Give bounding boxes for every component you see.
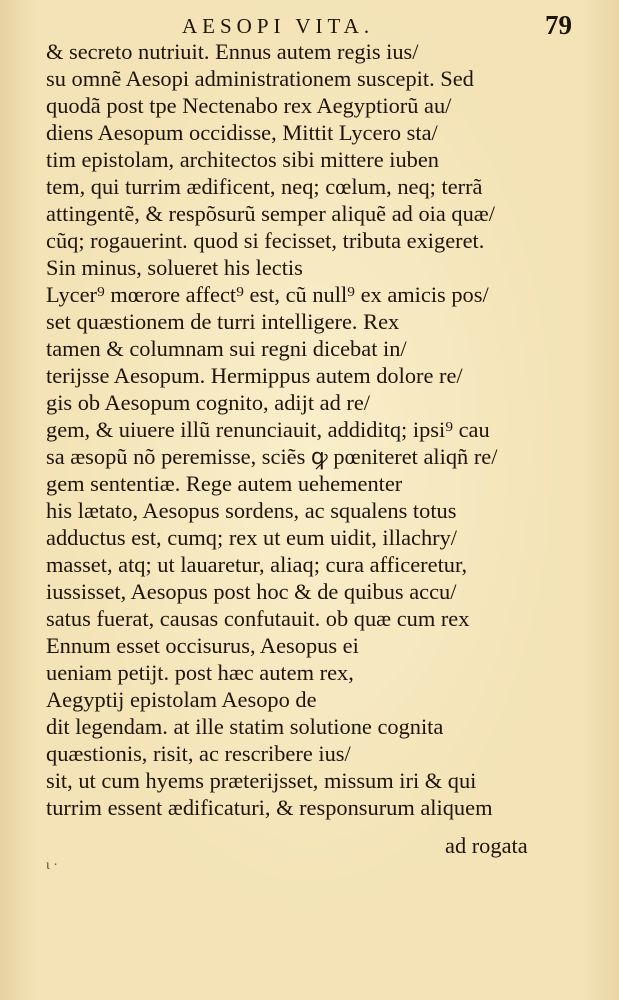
text-line: cũq; rogauerint. quod si fecisset, tributa exigeret. <box>46 228 485 253</box>
text-line: quæstionis, risit, ac rescribere ius/ <box>46 741 351 766</box>
text-line: Aegyptij epistolam Aesopo de <box>46 687 317 712</box>
text-line: & secreto nutriuit. Ennus autem regis ius/ <box>46 39 419 64</box>
text-line: dit legendam. at ille statim solutione cognita <box>46 714 444 739</box>
catchword: ad rogata <box>445 833 528 858</box>
page-number: 79 <box>545 10 572 40</box>
text-line: Sin minus, solueret his lectis <box>46 255 303 280</box>
text-line: terijsse Aesopum. Hermippus autem dolore re/ <box>46 363 463 388</box>
text-line: tamen & columnam sui regni dicebat in/ <box>46 336 407 361</box>
text-line: gis ob Aesopum cognito, adijt ad re/ <box>46 390 370 415</box>
text-line: tim epistolam, architectos sibi mittere iuben <box>46 147 439 172</box>
text-line: adductus est, cumq; rex ut eum uidit, illachry/ <box>46 525 458 550</box>
text-line: diens Aesopum occidisse, Mittit Lycero sta/ <box>46 120 438 145</box>
text-line: sit, ut cum hyems præterijsset, missum iri & qui <box>46 768 477 793</box>
text-line: ueniam petijt. post hæc autem rex, <box>46 660 354 685</box>
text-line: set quæstionem de turri intelligere. Rex <box>46 309 400 334</box>
text-line: iussisset, Aesopus post hoc & de quibus accu/ <box>46 579 457 604</box>
text-line: Ennum esset occisurus, Aesopus ei <box>46 633 359 658</box>
text-line: gem, & uiuere illũ renunciauit, addiditq; ipsi⁹ cau <box>46 417 490 442</box>
text-line: su omnẽ Aesopi administrationem suscepit. Sed <box>46 66 474 91</box>
text-line: attingentẽ, & respõsurũ semper aliquẽ ad oia quæ/ <box>46 201 495 226</box>
running-title: AESOPI VITA. <box>182 14 375 38</box>
text-line: his lætato, Aesopus sordens, ac squalens totus <box>46 498 457 523</box>
text-line: Lycer⁹ mœrore affect⁹ est, cũ null⁹ ex amicis pos/ <box>46 282 489 307</box>
text-line: turrim essent ædificaturi, & responsurum aliquem <box>46 795 493 820</box>
text-line: tem, qui turrim ædificent, neq; cœlum, neq; terrã <box>46 174 483 199</box>
text-line: satus fuerat, causas confutauit. ob quæ cum rex <box>46 606 470 631</box>
text-line: masset, atq; ut lauaretur, aliaq; cura afficeretur, <box>46 552 468 577</box>
text-line: gem sententiæ. Rege autem uehementer <box>46 471 403 496</box>
text-line: sa æsopũ nõ peremisse, sciẽs ꝙ pœniteret aliqñ re/ <box>46 444 498 469</box>
signature-mark: ι · <box>46 858 58 873</box>
text-line: quodã post tpe Nectenabo rex Aegyptiorũ au/ <box>46 93 452 118</box>
